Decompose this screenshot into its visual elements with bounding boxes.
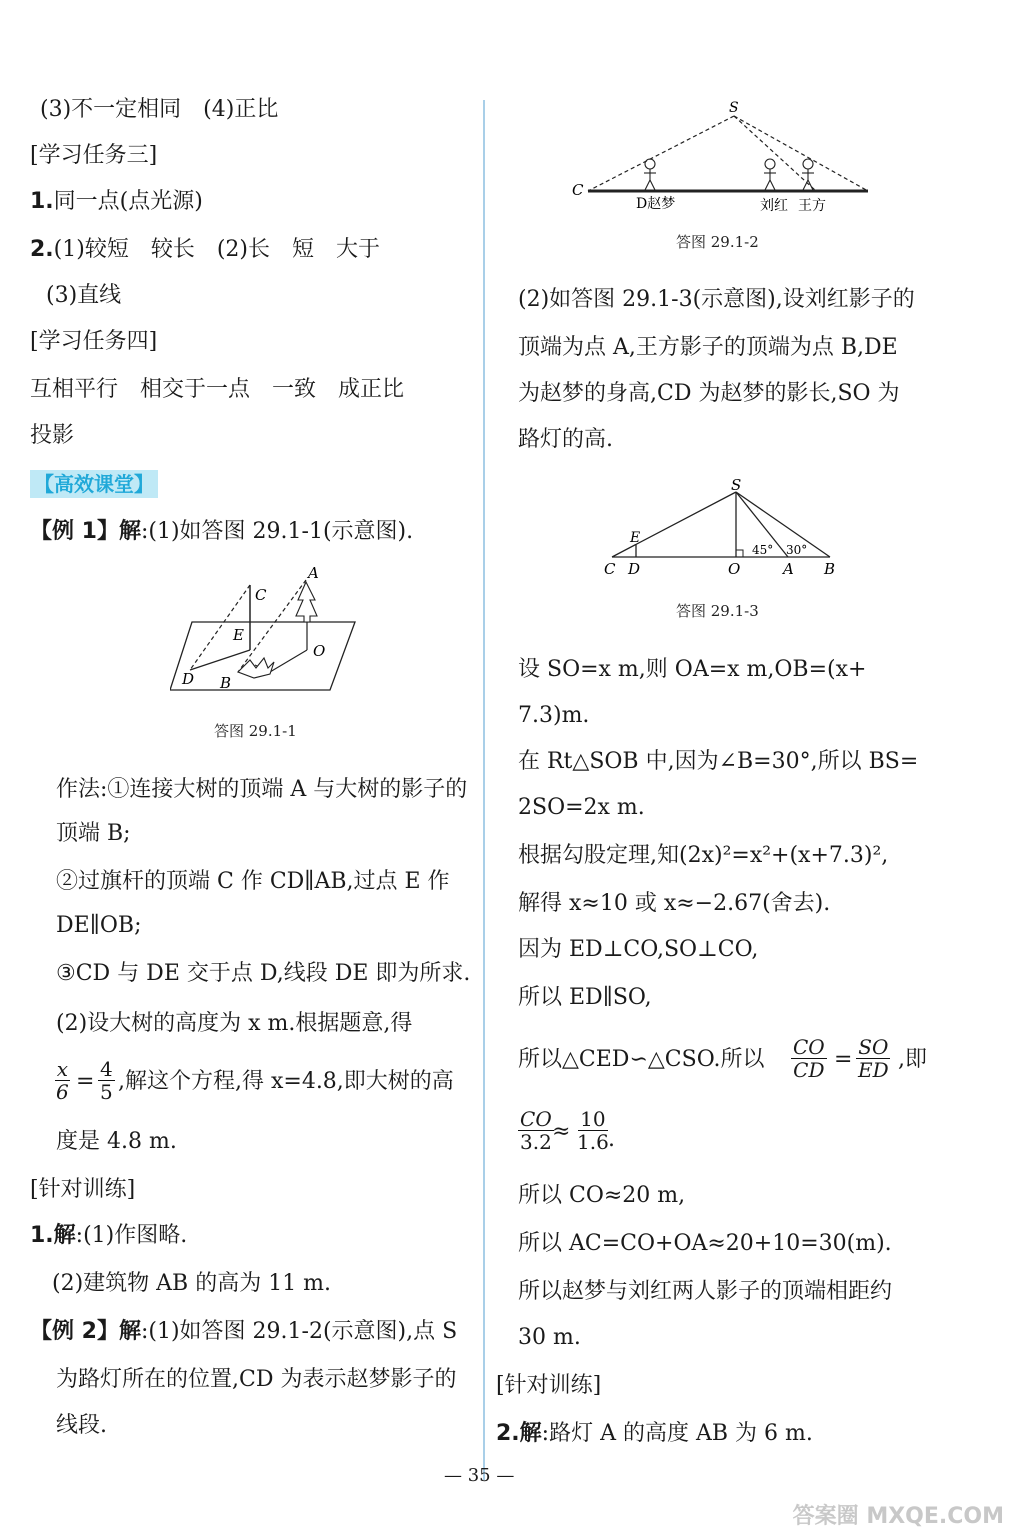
answer-line: 2.(1)较短 较长 (2)长 短 大于 [30, 237, 380, 262]
answer-line: 2SO=2x m. [518, 795, 645, 820]
figure-29-1-1 [170, 560, 370, 700]
answer-line: 设 SO=x m,则 OA=x m,OB=(x+ [518, 657, 867, 682]
method-line: DE∥OB; [56, 913, 142, 938]
label-wangfang: 王方 [798, 198, 826, 214]
label-d-zhaomeng: D赵梦 [636, 196, 676, 212]
approx-sign: ≈ [552, 1119, 571, 1144]
fraction-4-over-5: $\frac{4}{5}$ [100, 1057, 113, 1104]
answer-line: ,即 [898, 1047, 927, 1072]
equals-sign: = [76, 1069, 95, 1094]
light-ray-ab [238, 580, 306, 672]
light-ray-right [734, 116, 868, 191]
label-c: C [255, 586, 267, 604]
answer-line: 30 m. [518, 1325, 581, 1350]
figure-caption: 答图 29.1-1 [214, 722, 297, 740]
answer-line: 在 Rt△SOB 中,因为∠B=30°,所以 BS= [518, 749, 919, 774]
label-a: A [783, 560, 794, 578]
answer-line: 1.解:(1)作图略. [30, 1223, 188, 1248]
example-1-intro: 【例 1】解:(1)如答图 29.1-1(示意图). [30, 519, 414, 544]
answer-line: 根据勾股定理,知(2x)²=x²+(x+7.3)², [518, 843, 889, 868]
line-sc [612, 492, 736, 557]
answer-line: 1.同一点(点光源) [30, 189, 203, 214]
answer-line: 所以 AC=CO+OA≈20+10=30(m). [518, 1231, 892, 1256]
column-divider [483, 100, 485, 1480]
fraction-co-over-cd: $\frac{CO}{CD}$ [793, 1035, 825, 1082]
fraction-co-over-3-2: $\frac{CO}{3.2}$ [520, 1107, 552, 1154]
label-s: S [731, 478, 742, 494]
line-sb [736, 492, 830, 557]
answer-line: 7.3)m. [518, 703, 590, 728]
tree-icon [296, 582, 317, 622]
method-line: 顶端 B; [56, 821, 131, 846]
light-ray-mid [734, 116, 816, 191]
label-o: O [728, 560, 741, 578]
answer-line: (2)建筑物 AB 的高为 11 m. [52, 1271, 332, 1296]
person-icon-wangfang [802, 159, 814, 190]
answer-line: 所以 CO≈20 m, [518, 1183, 686, 1208]
angle-30: 30° [786, 543, 808, 557]
label-e: E [233, 626, 244, 644]
label-e: E [630, 530, 641, 546]
answer-line: 顶端为点 A,王方影子的顶端为点 B,DE [518, 335, 898, 360]
answer-line: 互相平行 相交于一点 一致 成正比 [30, 377, 405, 402]
answer-line: (2)如答图 29.1-3(示意图),设刘红影子的 [518, 287, 915, 312]
label-a: A [308, 564, 319, 582]
equals-sign: = [834, 1047, 853, 1072]
task-heading: [学习任务三] [30, 143, 158, 168]
page-number: — 35 — [444, 1465, 515, 1486]
label-s: S [729, 100, 739, 116]
answer-line: 为赵梦的身高,CD 为赵梦的影长,SO 为 [518, 381, 900, 406]
label-b: B [824, 560, 836, 578]
watermark-logo: 答案圈 MXQE.COM [792, 1504, 1004, 1529]
method-line: 度是 4.8 m. [56, 1129, 177, 1154]
fraction-so-over-ed: $\frac{SO}{ED}$ [858, 1035, 889, 1082]
answer-line: 所以赵梦与刘红两人影子的顶端相距约 [518, 1279, 893, 1304]
label-d: D [182, 670, 195, 688]
angle-45: 45° [752, 543, 774, 557]
answer-line: 路灯的高. [518, 427, 613, 452]
method-line: (2)设大树的高度为 x m.根据题意,得 [56, 1011, 413, 1036]
figure-29-1-3 [600, 478, 850, 580]
shadow-tree-icon [238, 658, 274, 678]
figure-caption: 答图 29.1-3 [676, 602, 759, 620]
answer-line: (3)不一定相同 (4)正比 [40, 97, 279, 122]
answer-line: (3)直线 [46, 283, 122, 308]
answer-line: 所以 ED∥SO, [518, 985, 652, 1010]
fraction-10-over-1-6: $\frac{10}{1.6}$ [577, 1107, 609, 1154]
method-line: ③CD 与 DE 交于点 D,线段 DE 即为所求. [56, 961, 471, 986]
label-c: C [604, 560, 616, 578]
label-c: C [572, 181, 584, 199]
period: . [608, 1127, 615, 1152]
figure-29-1-2 [568, 100, 878, 220]
label-b: B [220, 674, 232, 692]
answer-line: 因为 ED⊥CO,SO⊥CO, [518, 937, 759, 962]
method-line: ②过旗杆的顶端 C 作 CD∥AB,过点 E 作 [56, 869, 450, 894]
section-heading: 【高效课堂】 [30, 470, 158, 498]
method-line: ,解这个方程,得 x=4.8,即大树的高 [118, 1069, 454, 1094]
example-2-intro: 【例 2】解:(1)如答图 29.1-2(示意图),点 S [30, 1319, 458, 1344]
figure-caption: 答图 29.1-2 [676, 233, 759, 251]
method-line: 作法:①连接大树的顶端 A 与大树的影子的 [56, 777, 468, 802]
label-liuhong: 刘红 [760, 198, 788, 214]
task-heading: [针对训练] [30, 1177, 136, 1202]
answer-line: 解得 x≈10 或 x≈−2.67(舍去). [518, 891, 831, 916]
label-o: O [313, 642, 326, 660]
answer-line: 为路灯所在的位置,CD 为表示赵梦影子的 [56, 1367, 457, 1392]
task-heading: [针对训练] [496, 1373, 602, 1398]
answer-line: 2.解:路灯 A 的高度 AB 为 6 m. [496, 1421, 813, 1446]
light-ray-left [588, 116, 734, 191]
task-heading: [学习任务四] [30, 329, 158, 354]
ground-plane [170, 622, 355, 690]
answer-line: 投影 [30, 423, 75, 448]
answer-line: 所以△CED∽△CSO.所以 [518, 1047, 765, 1072]
fraction-x-over-6: $\frac{x}{6}$ [56, 1057, 69, 1104]
person-icon-zhaomeng [644, 159, 656, 190]
person-icon-liuhong [764, 159, 776, 190]
label-d: D [628, 560, 641, 578]
answer-line: 线段. [56, 1413, 107, 1438]
